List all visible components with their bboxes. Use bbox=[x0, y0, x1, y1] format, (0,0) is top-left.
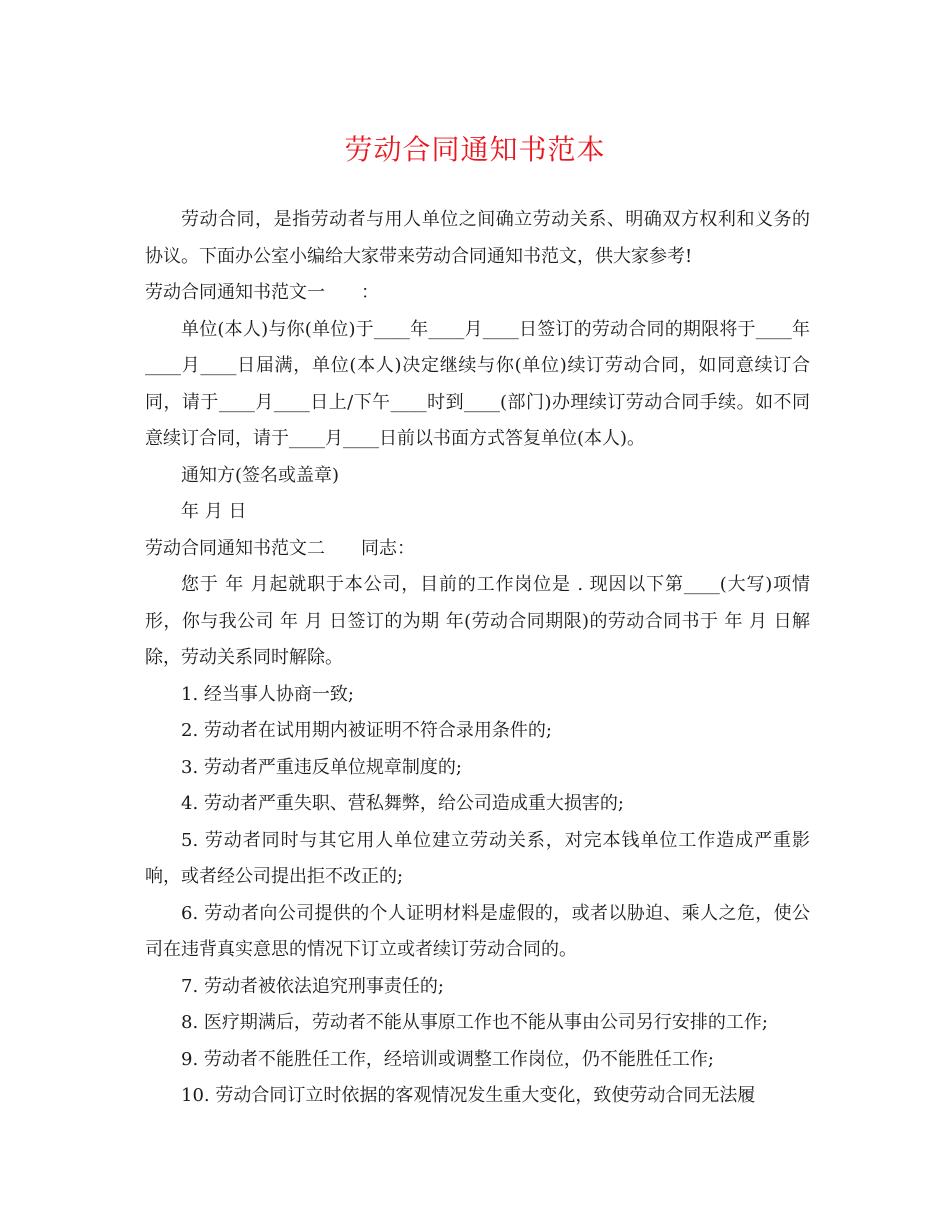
list-item: 7. 劳动者被依法追究刑事责任的; bbox=[181, 975, 444, 997]
intro-paragraph: 劳动合同，是指劳动者与用人单位之间确立劳动关系、明确双方权利和义务的协议。下面办公室小编给大家带来劳动合同通知书范文，供大家参考! bbox=[145, 209, 810, 267]
list-item: 9. 劳动者不能胜任工作，经培训或调整工作岗位，仍不能胜任工作; bbox=[181, 1048, 714, 1070]
list-item: 1. 经当事人协商一致; bbox=[181, 683, 354, 705]
sample2-heading: 劳动合同通知书范文二 同志： bbox=[145, 537, 415, 559]
sample1-body: 单位(本人)与你(单位)于____年____月____日签订的劳动合同的期限将于____年____月____日届满，单位(本人)决定继续与你(单位)续订劳动合同，如同意续订合同，请于____月____日上/下午____时到____(部门)办理续订劳动合同手续。如不同意续订合同，请于____月____日前以书面方式答复单位(本人)。 bbox=[145, 318, 810, 449]
sample1-heading: 劳动合同通知书范文一 ： bbox=[145, 282, 379, 303]
list-item: 4. 劳动者严重失职、营私舞弊，给公司造成重大损害的; bbox=[181, 793, 624, 814]
list-item: 8. 医疗期满后，劳动者不能从事原工作也不能从事由公司另行安排的工作; bbox=[181, 1012, 768, 1033]
list-item: 10. 劳动合同订立时依据的客观情况发生重大变化，致使劳动合同无法履 bbox=[181, 1085, 756, 1106]
list-item: 5. 劳动者同时与其它用人单位建立劳动关系，对完本钱单位工作造成严重影响，或者经公司提出拒不改正的; bbox=[145, 829, 810, 887]
document-title: 劳动合同通知书范本 bbox=[344, 133, 606, 166]
sample2-body: 您于 年 月起就职于本公司，目前的工作岗位是 . 现因以下第____(大写)项情形，你与我公司 年 月 日签订的为期 年(劳动合同期限)的劳动合同书于 年 月 日解除，劳动关系同时解除。 bbox=[145, 574, 810, 668]
sample1-date: 年 月 日 bbox=[181, 501, 247, 522]
list-item: 2. 劳动者在试用期内被证明不符合录用条件的; bbox=[181, 720, 552, 741]
list-item: 6. 劳动者向公司提供的个人证明材料是虚假的，或者以胁迫、乘人之危，使公司在违背真实意思的情况下订立或者续订劳动合同的。 bbox=[145, 902, 810, 960]
list-item: 3. 劳动者严重违反单位规章制度的; bbox=[181, 756, 462, 778]
sample1-signature: 通知方(签名或盖章) bbox=[181, 464, 340, 486]
document-body bbox=[145, 202, 810, 1115]
